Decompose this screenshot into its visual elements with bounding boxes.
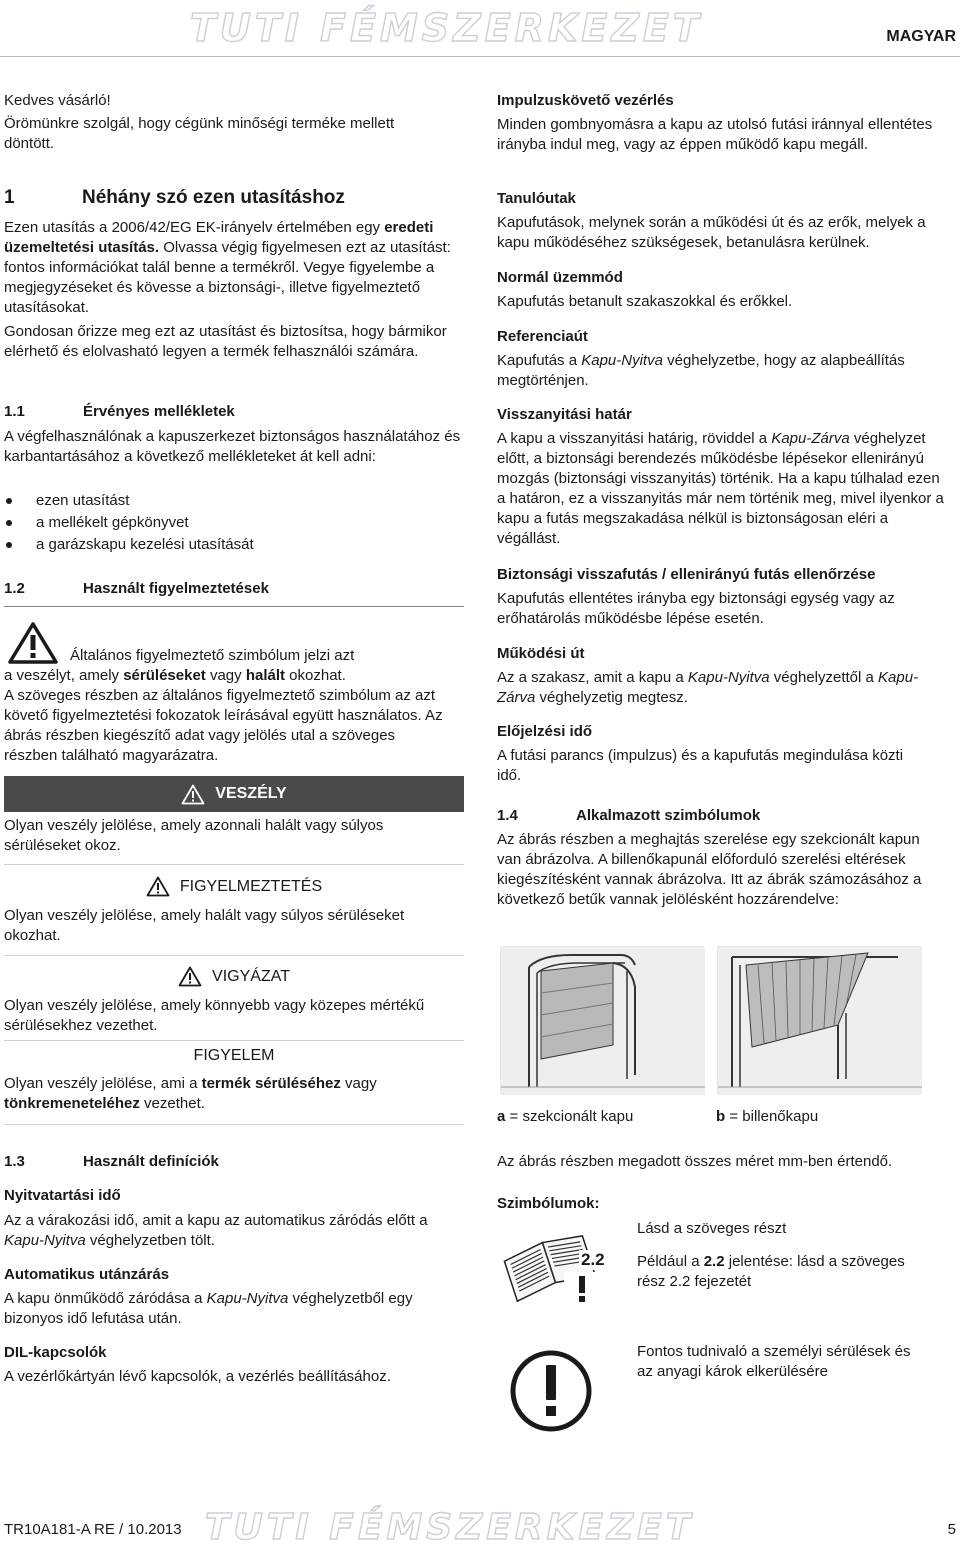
warning-symbol-text-2 [4,666,464,686]
warning-symbol-text: Általános figyelmeztető szimbólum jelzi azt [70,647,355,664]
symbol-1-text: Lásd a szöveges részt [637,1220,787,1237]
danger-banner [4,776,464,812]
text-span: vezethet. [139,1095,205,1112]
warning-title-row [4,876,464,897]
page-number: 5 [947,1521,956,1538]
section-1-2-heading [4,579,464,599]
caution-title-row [4,966,464,987]
definition-text: A futási parancs (impulzus) és a kapufutás megindulása közti idő. [497,747,904,784]
definition-text: Minden gombnyomásra a kapu az utolsó futási iránnyal ellentétes irányba indul meg, vagy az éppen működő kapu megáll. [497,116,933,153]
warning-triangle-icon [181,784,205,805]
caution-text: Olyan veszély jelölése, amely könnyebb vagy közepes mértékű sérülésekhez vezethet. [4,997,425,1034]
text-span: a veszélyt, amely [4,667,124,684]
text-italic: Kapu-Nyitva [687,669,770,686]
definition-title: Impulzuskövető vezérlés [497,92,674,109]
text-italic: Kapu-Zárva [771,430,850,447]
definition-title: Normál üzemmód [497,269,623,286]
greeting: Kedves vásárló! [4,92,111,109]
up-and-over-door-illustration [718,947,922,1095]
text-bold: eredeti üzemeltetési utasítás. [4,219,434,256]
intro-text: Örömünkre szolgál, hogy cégünk minőségi terméke mellett döntött. [4,115,395,152]
text-bold: halált [245,667,285,684]
definition-title: Biztonsági visszafutás / ellenirányú futás ellenőrzése [497,566,876,583]
divider [4,606,464,607]
warning-triangle-icon [8,622,58,664]
section-number: 1.4 [497,807,518,824]
header-watermark: TUTI FÉMSZERKEZET [190,6,703,50]
section-title: Alkalmazott szimbólumok [576,807,761,824]
text-span: okozhat. [285,667,346,684]
danger-title: VESZÉLY [215,785,287,802]
caption-text: = szekcionált kapu [505,1108,634,1125]
divider [4,1124,464,1125]
text-span: véghelyzetig megtesz. [535,689,688,706]
section-number: 1.3 [4,1153,25,1170]
list-item: a garázskapu kezelési utasítását [4,534,464,556]
notice-title-row [4,1046,464,1066]
text-italic: Kapu-Nyitva [4,1232,86,1249]
language-label: MAGYAR [886,28,956,45]
caution-title: VIGYÁZAT [212,967,290,985]
section-1-1-paragraph: A végfelhasználónak a kapuszerkezet biztonságos használatához és karbantartásához a következő mellékleteket át kell adni: [4,428,461,465]
divider [4,864,464,865]
caption-text: = billenőkapu [725,1108,819,1125]
section-1-1-heading [4,402,464,422]
exclamation-circle-icon [508,1348,594,1434]
symbol-2-text [637,1252,937,1292]
sectional-door-illustration [501,947,705,1095]
symbols-title: Szimbólumok: [497,1195,600,1212]
text-italic: Kapu-Zárva [497,669,919,706]
text-span: véghelyzetből egy bizonyos idő lefutása után. [4,1290,413,1327]
divider [4,1040,464,1041]
section-1-paragraph-2: Gondosan őrizze meg ezt az utasítást és biztosítsa, hogy bármikor elérhető és elolvasható legyen a termék felhasználói számára. [4,323,447,360]
list-item: a mellékelt gépkönyvet [4,512,464,534]
section-1-paragraph-1 [4,218,464,318]
document-id: TR10A181-A RE / 10.2013 [4,1521,182,1538]
text-span: Az a várakozási idő, amit a kapu az automatikus záródás előtt a [4,1212,428,1229]
definition-title: Visszanyitási határ [497,406,632,423]
text-bold: 2.2 [703,1253,725,1270]
section-1-4-paragraph: Az ábrás részben a meghajtás szerelése egy szekcionált kapun van ábrázolva. A billenőkapunál előforduló szerelési eltérések kiegészítésként vannak ábrázolva. Itt az ábrák számozásához a következő betűk vannak jelölésként hozzárendelve: [497,831,922,908]
text-span: Például a [637,1253,704,1270]
text-span: véghelyzetben tölt. [85,1232,215,1249]
text-span: vagy [340,1075,377,1092]
definition-text [497,668,927,708]
section-number: 1 [4,187,15,208]
text-span: Az a szakasz, amit a kapu a [497,669,688,686]
definition-text [497,429,952,549]
text-span: Kapufutás a [497,352,582,369]
warning-triangle-icon [178,966,202,987]
dimensions-note: Az ábrás részben megadott összes méret mm-ben értendő. [497,1153,893,1170]
figure-caption-b [716,1107,818,1127]
text-bold: termék sérüléséhez [201,1075,341,1092]
figure-caption-a [497,1107,633,1127]
definition-title: Automatikus utánzárás [4,1266,170,1283]
warning-triangle-icon [146,876,170,897]
section-title: Érvényes mellékletek [83,403,235,420]
section-title: Használt definíciók [83,1153,219,1170]
definition-text: Kapufutás betanult szakaszokkal és erőkkel. [497,293,793,310]
notice-text [4,1074,464,1114]
text-bold: tönkremeneteléhez [4,1095,140,1112]
text-span: jelentése: lásd a szöveges rész 2.2 fejezetét [637,1253,905,1290]
definition-text: Kapufutás ellentétes irányba egy biztonsági egység vagy az erőhatárolás működésbe lépése esetén. [497,590,895,627]
section-1-3-heading [4,1152,464,1172]
definition-text [4,1211,464,1251]
caption-letter: b [716,1108,726,1125]
text-span: vagy [205,667,246,684]
text-bold: sérüléseket [123,667,206,684]
section-reference-number: 2.2 [581,1250,605,1269]
definition-title: Referenciaút [497,328,588,345]
danger-text: Olyan veszély jelölése, amely azonnali halált vagy súlyos sérüléseket okoz. [4,817,384,854]
text-span: A kapu önműködő záródása a [4,1290,207,1307]
footer-watermark: TUTI FÉMSZERKEZET [205,1507,695,1544]
text-italic: Kapu-Nyitva [206,1290,289,1307]
definition-title: DIL-kapcsolók [4,1344,107,1361]
definition-text [497,351,952,391]
text-span: Olvassa végig figyelmesen ezt az utasítást: fontos információkat talál benne a termékről. Vegye figyelembe a megjegyzéseket és kövesse a biztonsági-, illetve figyelmeztető utasításokat. [4,239,451,316]
definition-text [4,1289,444,1329]
text-span: véghelyzetbe, hogy az alapbeállítás megtörténjen. [497,352,905,389]
warning-text: Olyan veszély jelölése, amely halált vagy súlyos sérüléseket okozhat. [4,907,405,944]
attachments-list [4,490,464,556]
definition-title: Nyitvatartási idő [4,1187,121,1204]
section-title: Használt figyelmeztetések [83,580,269,597]
definition-title: Működési út [497,645,585,662]
definition-title: Előjelzési idő [497,723,593,740]
text-italic: Kapu-Nyitva [581,352,663,369]
text-span: Ezen utasítás a 2006/42/EG EK-irányelv értelmében egy [4,219,385,236]
definition-text: A vezérlőkártyán lévő kapcsolók, a vezérlés beállításához. [4,1368,391,1385]
section-1-heading [4,186,464,210]
section-number: 1.2 [4,580,25,597]
text-span: A kapu a visszanyitási határig, röviddel a [497,430,772,447]
text-span: véghelyzet előtt, a biztonsági berendezés működésbe lépésekor ellenirányú mozgás (biztonsági visszanyitás) történik. Ha a kapu túlhalad ezen a határon, ez a visszanyitás már nem történik meg, mivel ilyenkor a kapu a futás megszakadása nélkül is biztonságosan eléri a végállást. [497,430,944,547]
header-rule [0,56,960,57]
caption-letter: a [497,1108,506,1125]
section-number: 1.1 [4,403,25,420]
definition-title: Tanulóutak [497,190,576,207]
section-1-4-heading [497,806,957,826]
warning-title: FIGYELMEZTETÉS [179,877,323,895]
up-and-over-door-figure [717,946,921,1094]
text-span: véghelyzettől a [769,669,879,686]
text-span: Olyan veszély jelölése, ami a [4,1075,202,1092]
section-title: Néhány szó ezen utasításhoz [82,187,345,208]
section-1-2-paragraph: A szöveges részben az általános figyelmeztető szimbólum az azt követő figyelmeztetési fokozatok leírásával együtt használatos. Az ábrás részben kiegészítő adat vagy jelölés utal a szöveges részben található magyarázatra. [4,687,443,764]
divider [4,955,464,956]
list-item: ezen utasítást [4,490,464,512]
definition-text: Kapufutások, melynek során a működési út és az erők, melyek a kapu működéséhez szükségesek, betanulásra kerülnek. [497,214,926,251]
notice-title: FIGYELEM [193,1047,275,1064]
sectional-door-figure [500,946,704,1094]
symbol-3-text: Fontos tudnivaló a személyi sérülések és az anyagi károk elkerülésére [637,1343,911,1380]
